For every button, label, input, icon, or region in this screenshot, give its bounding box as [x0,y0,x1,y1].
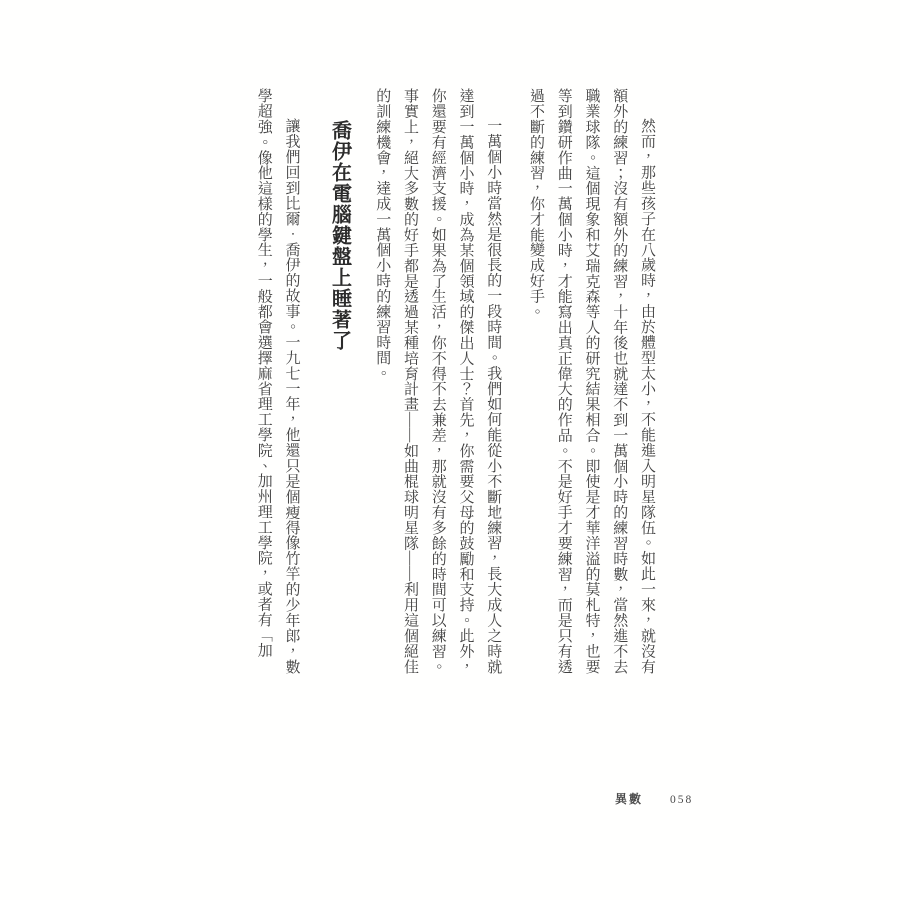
section-heading: 喬伊在電腦鍵盤上睡著了 [328,120,351,351]
book-title: 異數 [615,792,644,806]
vertical-text-block [249,88,660,674]
page-number: 058 [670,794,694,806]
body-paragraph-3: 讓我們回到比爾．喬伊的故事。一九七一年，他還只是個瘦得像竹竿的少年郎，數學超強。像他這樣的學生，一般都會選擇麻省理工學院、加州理工學院，或者有「加 [255,88,300,674]
page-footer [615,790,693,807]
body-paragraph-1: 然而，那些孩子在八歲時，由於體型太小，不能進入明星隊伍。如此一來，就沒有額外的練習；沒有額外的練習，十年後也就達不到一萬個小時的練習時數，當然進不去職業球隊。這個現象和艾瑞克森等人的研究結果相合。即使是才華洋溢的莫札特，也要等到鑽研作曲一萬個小時，才能寫出真正偉大的作品。不是好手才要練習，而是只有透過不斷的練習，你才能變成好手。 [528,88,655,674]
body-paragraph-2: 一萬個小時當然是很長的一段時間。我們如何能從小不斷地練習，長大成人之時就達到一萬個小時，成為某個領域的傑出人士？首先，你需要父母的鼓勵和支持。此外，你還要有經濟支援。如果為了生活，你不得不去兼差，那就沒有多餘的時間可以練習。事實上，絕大多數的好手都是透過某種培育計畫——如曲棍球明星隊——利用這個絕佳的訓練機會，達成一萬個小時的練習時間。 [374,88,502,674]
